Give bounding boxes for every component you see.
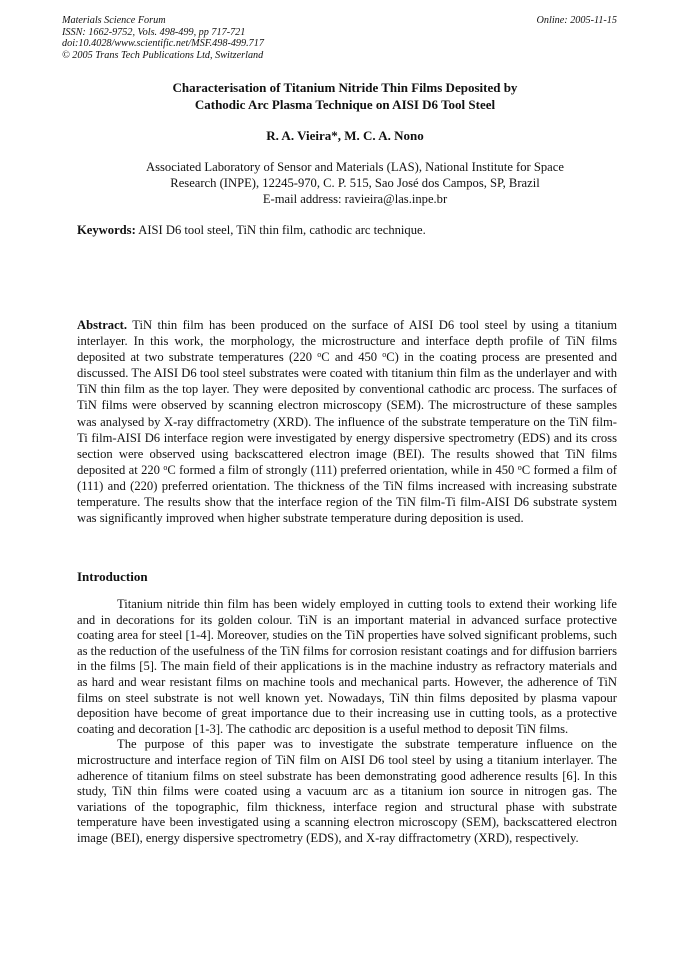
title-line-1: Characterisation of Titanium Nitride Thin Films Deposited by	[172, 80, 518, 95]
keywords-label: Keywords:	[77, 223, 136, 237]
degree-superscript: o	[382, 350, 387, 360]
abstract-text-3: C) in the coating process are presented and discussed. The AISI D6 tool steel substrates were coated with titanium thin film as the underlayer and with TiN thin film as the top layer. They were deposited by conventional cathodic arc process. The surfaces of TiN films were observed by scanning electron microscopy (SEM). The microstructure of these samples was analysed by X-ray diffractometry (XRD). The influence of the substrate temperature on the TiN film-Ti film-AISI D6 interface region were investigated by energy dispersive spectrometry (EDS) and its cross section were observed using backscattered electron image (BEI). The results showed that TiN films deposited at 220	[77, 350, 617, 477]
introduction-heading: Introduction	[77, 569, 148, 584]
authors: R. A. Vieira*, M. C. A. Nono	[266, 128, 424, 143]
introduction-paragraph-2: The purpose of this paper was to investigate the substrate temperature influence on the microstructure and interface region of TiN film on AISI D6 tool steel by using a titanium interlayer. The adherence of titanium films on steel substrate has been demonstrating good adherence results [6]. In this study, TiN thin films were coated using a vacuum arc as a titanium ion source in nitrogen gas. The variations of the topographic, film thickness, interface region and structural phase with substrate temperature have been investigated using a scanning electron microscopy (SEM), backscattered electron image (BEI), energy dispersive spectrometry (EDS), and X-ray diffractometry (XRD), respectively.	[77, 737, 617, 845]
online-date: Online: 2005-11-15	[536, 15, 617, 26]
degree-superscript: o	[317, 350, 322, 360]
introduction-paragraph-1: Titanium nitride thin film has been widely employed in cutting tools to extend their working life and in decorations for its golden colour. TiN is an important material in advanced surface protective coating area for steel [1-4]. Moreover, studies on the TiN properties have solved significant problems, such as the reduction of the usefulness of the TiN films for corrosion resistant coatings and for diffusion barriers in the films [5]. The main field of their applications is in the machine industry as refractory materials and as hard and wear resistant films on machine tools and mechanical parts. However, the adherence of TiN films on steel substrate is not well known yet. Nowadays, TiN thin films deposited by plasma vapour deposition have become of great importance due to their increasing use in cutting tools, as a protective coating and decoration [1-3]. The cathodic arc deposition is a useful method to deposit TiN films.	[77, 597, 617, 736]
email-line: E-mail address: ravieira@las.inpe.br	[262, 191, 448, 206]
introduction-body	[77, 597, 617, 847]
paper-title	[100, 80, 590, 113]
journal-header	[62, 15, 617, 61]
affiliation-line-1: Associated Laboratory of Sensor and Materials (LAS), National Institute for Space	[146, 160, 564, 174]
keywords	[77, 223, 617, 238]
keywords-text: AISI D6 tool steel, TiN thin film, cathodic arc technique.	[138, 223, 426, 237]
affiliation	[110, 160, 600, 207]
abstract	[77, 317, 617, 526]
degree-superscript: o	[517, 462, 522, 472]
journal-name: Materials Science Forum	[62, 15, 166, 26]
abstract-text-1: TiN thin film has been produced on the surface of AISI D6 tool steel by using a titanium interlayer. In this work, the morphology, the microstructure and interface depth profile of TiN films deposited at two substrate temperatures (220	[77, 318, 617, 365]
abstract-label: Abstract.	[77, 318, 128, 332]
title-line-2: Cathodic Arc Plasma Technique on AISI D6 Tool Steel	[194, 96, 496, 112]
issn-line: ISSN: 1662-9752, Vols. 498-499, pp 717-721	[62, 26, 246, 38]
doi-line: doi:10.4028/www.scientific.net/MSF.498-499.717	[62, 38, 264, 50]
degree-superscript: o	[163, 462, 168, 472]
abstract-text-2: C and 450	[321, 350, 383, 365]
abstract-text-4: C formed a film of strongly (111) preferred orientation, while in 450	[167, 462, 518, 477]
abstract-text-5: C formed a film of (111) and (220) preferred orientation. The thickness of the TiN films increased with increasing substrate temperature. The results show that the interface region of the TiN film-Ti film-AISI D6 substrate system was significantly improved when higher substrate temperature during deposition is used.	[77, 462, 617, 526]
copyright-line: © 2005 Trans Tech Publications Ltd, Switzerland	[62, 49, 264, 61]
affiliation-line-2: Research (INPE), 12245-970, C. P. 515, Sao José dos Campos, SP, Brazil	[170, 175, 540, 190]
